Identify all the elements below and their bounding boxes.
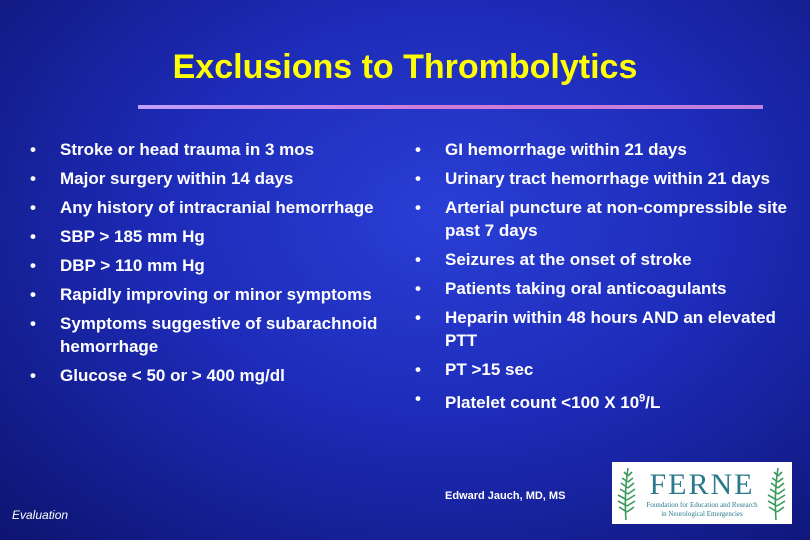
bullet: • xyxy=(415,389,421,408)
list-item-text: GI hemorrhage within 21 days xyxy=(445,140,687,159)
bullet: • xyxy=(415,140,421,159)
bullet: • xyxy=(30,366,36,385)
bullet: • xyxy=(415,279,421,298)
list-item xyxy=(30,254,380,277)
fern-icon-left xyxy=(618,468,635,520)
left-exclusion-list xyxy=(30,138,380,393)
list-item xyxy=(415,167,790,190)
list-item xyxy=(415,387,790,414)
list-item-text: Symptoms suggestive of subarachnoid hemorrhage xyxy=(60,314,378,356)
list-item xyxy=(415,196,790,242)
author-credit: Edward Jauch, MD, MS xyxy=(445,490,566,502)
platelet-suffix: /L xyxy=(645,392,661,412)
list-item-text: Stroke or head trauma in 3 mos xyxy=(60,140,315,159)
list-item-text: Rapidly improving or minor symptoms xyxy=(60,285,372,304)
list-item-text: Glucose < 50 or > 400 mg/dl xyxy=(60,366,285,385)
right-exclusion-list xyxy=(415,138,790,420)
list-item-text: Heparin within 48 hours AND an elevated PTT xyxy=(445,308,776,350)
list-item-text: Urinary tract hemorrhage within 21 days xyxy=(445,169,770,188)
list-item-text: Arterial puncture at non-compressible site past 7 days xyxy=(445,198,787,240)
list-item xyxy=(30,196,380,219)
list-item xyxy=(415,358,790,381)
ferne-logo xyxy=(612,462,792,524)
bullet: • xyxy=(30,285,36,304)
platelet-item-text xyxy=(445,393,660,412)
platelet-prefix: Platelet count <100 X 10 xyxy=(445,392,640,412)
list-item xyxy=(30,138,380,161)
bullet: • xyxy=(415,198,421,217)
list-item xyxy=(415,277,790,300)
footer-label: Evaluation xyxy=(12,508,69,522)
bullet: • xyxy=(415,360,421,379)
bullet: • xyxy=(30,140,36,159)
list-item xyxy=(30,364,380,387)
fern-icon-right xyxy=(768,468,785,520)
logo-text: FERNE xyxy=(649,468,755,501)
list-item-text: Seizures at the onset of stroke xyxy=(445,250,692,269)
list-item xyxy=(415,138,790,161)
title-divider xyxy=(138,105,763,109)
list-item-text: SBP > 185 mm Hg xyxy=(60,227,205,246)
list-item xyxy=(415,306,790,352)
list-item-text: Major surgery within 14 days xyxy=(60,169,294,188)
list-item xyxy=(30,167,380,190)
list-item xyxy=(415,248,790,271)
bullet: • xyxy=(30,314,36,333)
bullet: • xyxy=(415,308,421,327)
bullet: • xyxy=(415,169,421,188)
bullet: • xyxy=(415,250,421,269)
list-item-text: PT >15 sec xyxy=(445,360,534,379)
logo-tagline-1: Foundation for Education and Research xyxy=(646,501,758,509)
list-item-text: Patients taking oral anticoagulants xyxy=(445,279,727,298)
bullet: • xyxy=(30,256,36,275)
list-item xyxy=(30,283,380,306)
platelet-exponent: 9 xyxy=(639,392,646,404)
ferne-logo-graphic xyxy=(612,462,792,524)
list-item-text: Any history of intracranial hemorrhage xyxy=(60,198,374,217)
list-item-text: DBP > 110 mm Hg xyxy=(60,256,205,275)
slide-title: Exclusions to Thrombolytics xyxy=(172,48,638,86)
bullet: • xyxy=(30,169,36,188)
logo-tagline-2: in Neurological Emergencies xyxy=(661,510,743,518)
list-item xyxy=(30,312,380,358)
bullet: • xyxy=(30,227,36,246)
bullet: • xyxy=(30,198,36,217)
list-item xyxy=(30,225,380,248)
